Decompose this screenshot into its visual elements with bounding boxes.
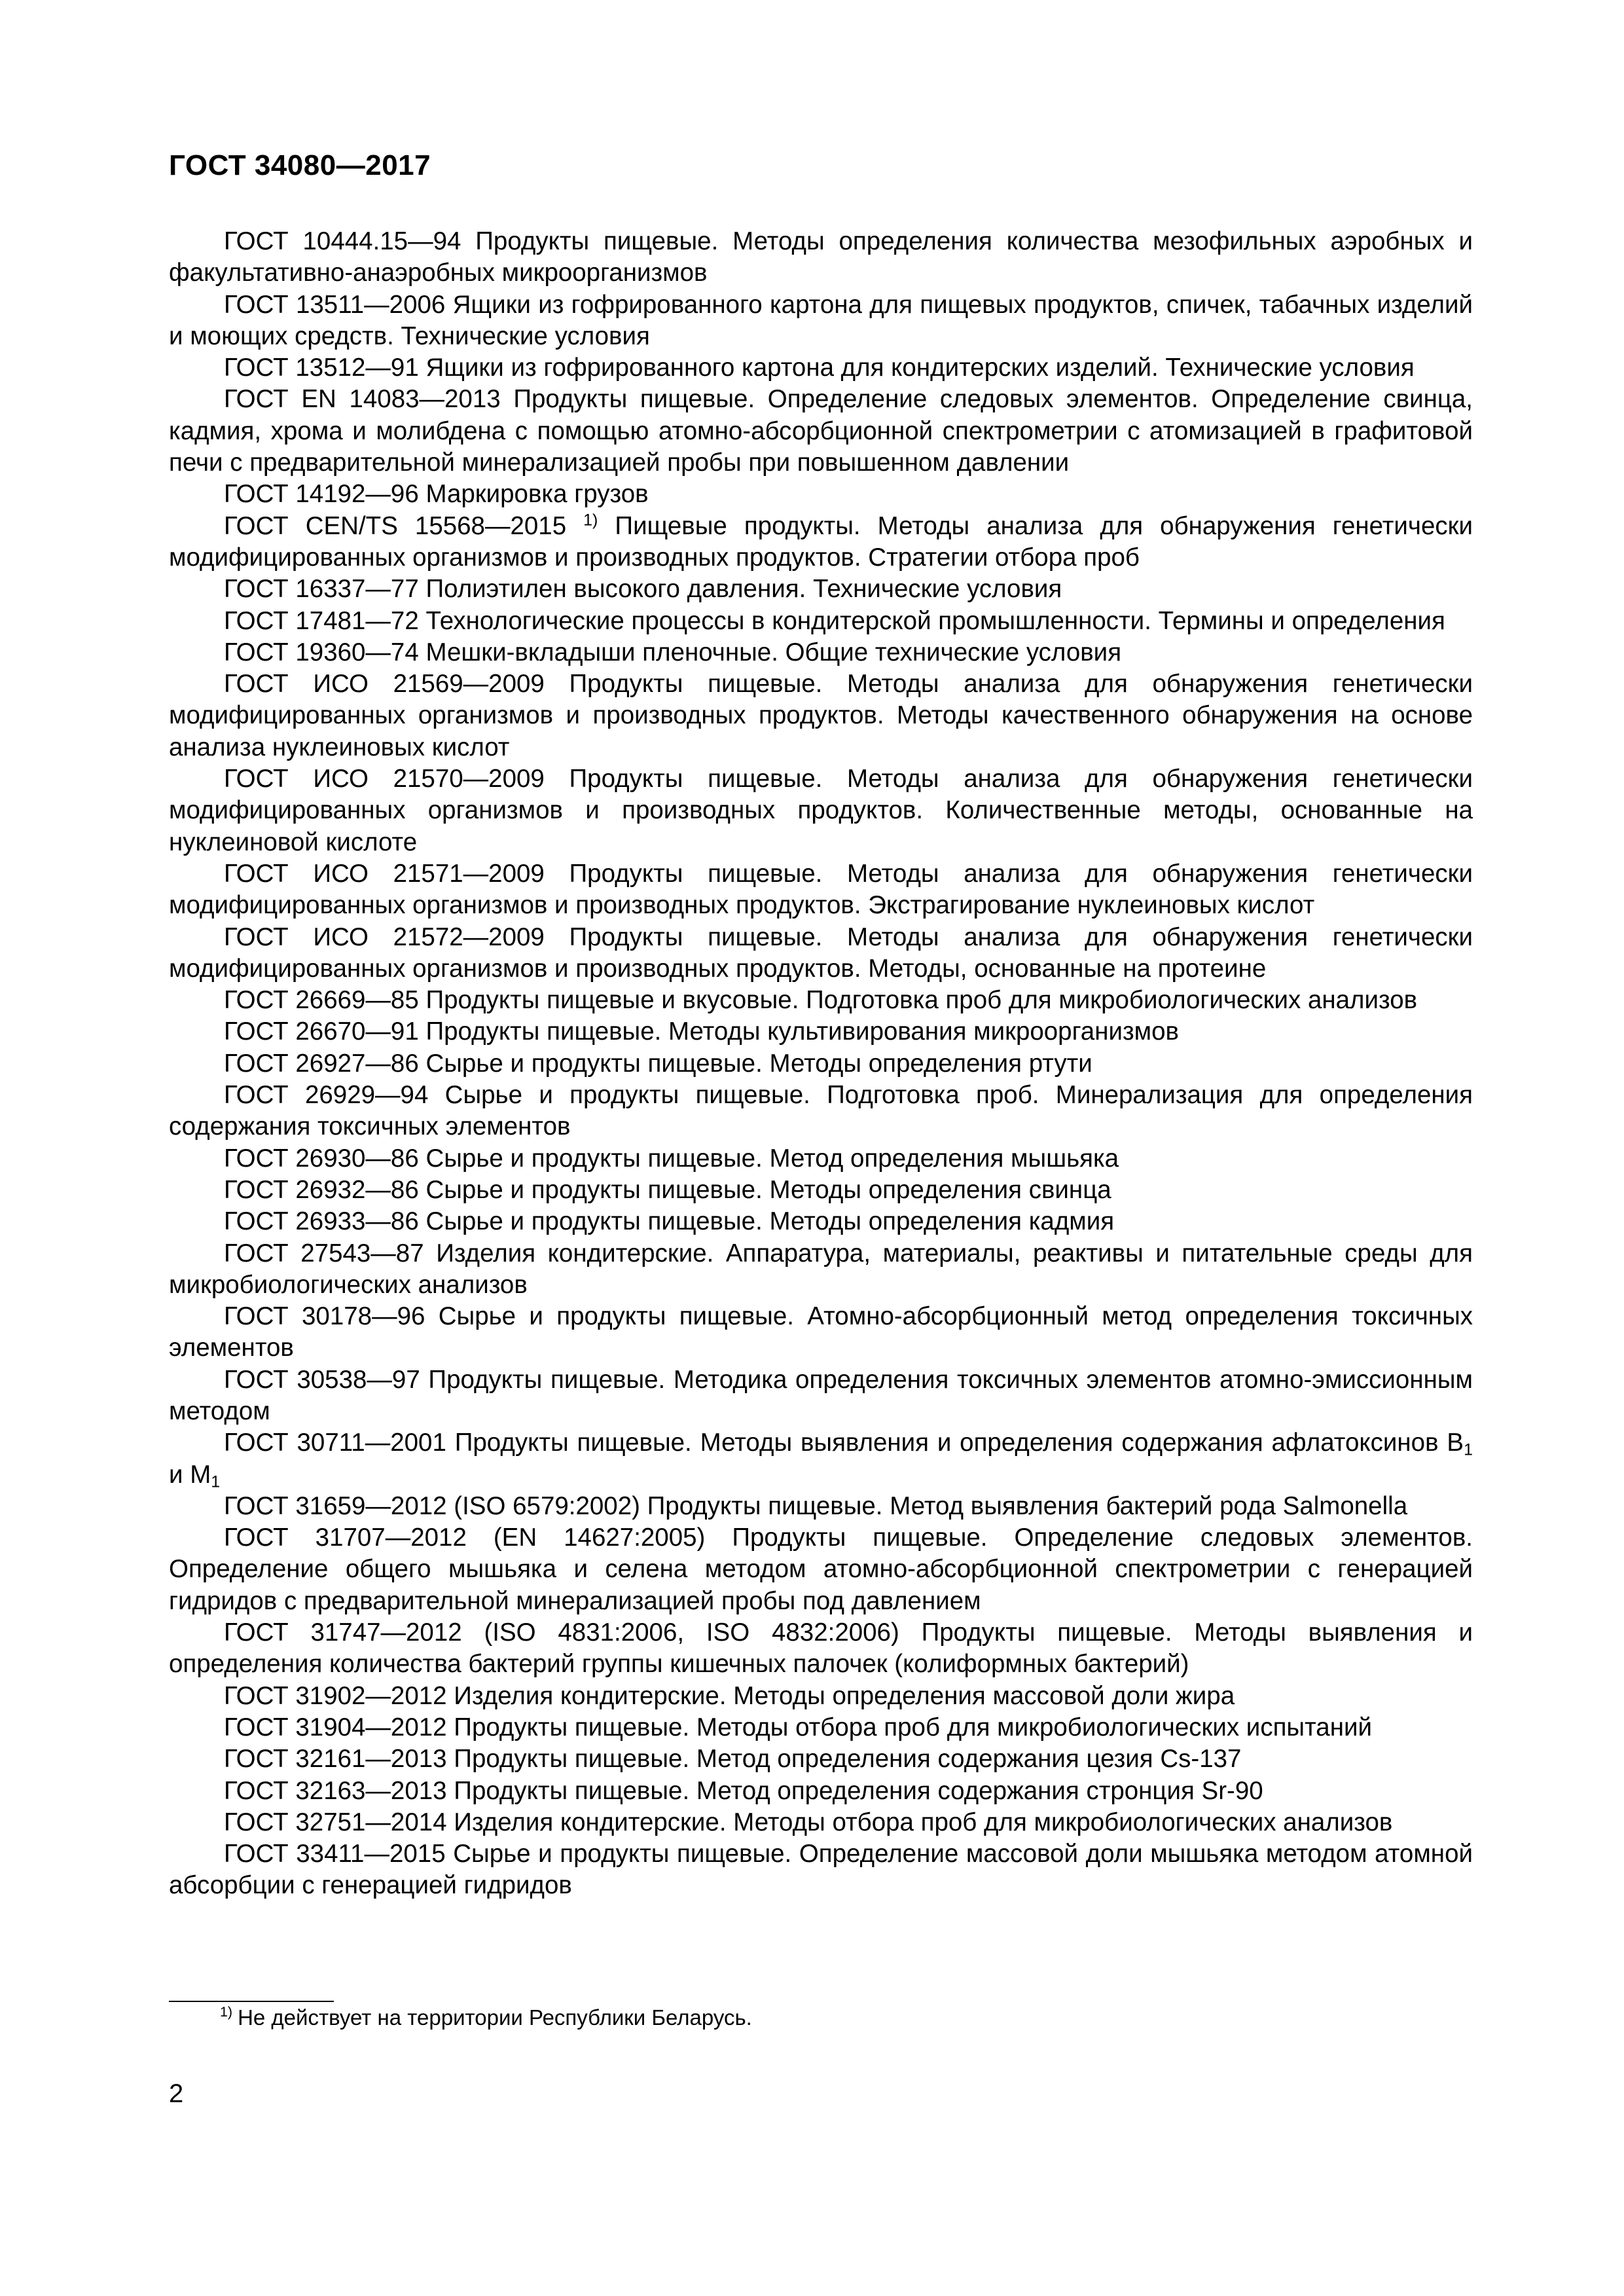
- page-header: ГОСТ 34080—2017: [169, 149, 431, 181]
- reference-item: ГОСТ 33411—2015 Сырье и продукты пищевые. Определение массовой доли мышьяка методом атомной абсорбции с генерацией гидридов: [169, 1840, 1473, 1900]
- footnote-text: Не действует на территории Республики Беларусь.: [238, 2005, 752, 2030]
- reference-text: и M: [169, 1460, 211, 1489]
- reference-item: ГОСТ 31747—2012 (ISO 4831:2006, ISO 4832:2006) Продукты пищевые. Методы выявления и определения количества бактерий группы кишечных палочек (колиформных бактерий): [169, 1618, 1473, 1679]
- reference-item: ГОСТ 26929—94 Сырье и продукты пищевые. Подготовка проб. Минерализация для определения содержания токсичных элементов: [169, 1081, 1473, 1141]
- reference-text: ГОСТ 30711—2001 Продукты пищевые. Методы выявления и определения содержания афлатоксинов B: [224, 1429, 1464, 1457]
- reference-item: ГОСТ 31707—2012 (EN 14627:2005) Продукты пищевые. Определение следовых элементов. Определение общего мышьяка и селена методом атомно-абсорбционной спектрометрии с генерацией гидридов с предварительной минерализацией пробы под давлением: [169, 1523, 1473, 1615]
- page-number: 2: [169, 2079, 184, 2108]
- reference-item: ГОСТ ИСО 21570—2009 Продукты пищевые. Методы анализа для обнаружения генетически модифицированных организмов и производных продуктов. Количественные методы, основанные на нуклеиновой кислоте: [169, 765, 1473, 856]
- reference-item: ГОСТ 14192—96 Маркировка грузов: [224, 480, 649, 509]
- reference-item: ГОСТ ИСО 21569—2009 Продукты пищевые. Методы анализа для обнаружения генетически модифицированных организмов и производных продуктов. Методы качественного обнаружения на основе анализа нуклеиновых кислот: [169, 670, 1473, 761]
- footnote-marker: 1): [583, 510, 598, 529]
- reference-item: ГОСТ 32751—2014 Изделия кондитерские. Методы отбора проб для микробиологических анализов: [224, 1808, 1393, 1836]
- reference-item: ГОСТ 26930—86 Сырье и продукты пищевые. Метод определения мышьяка: [224, 1144, 1119, 1173]
- reference-item: ГОСТ 32163—2013 Продукты пищевые. Метод определения содержания стронция Sr-90: [224, 1776, 1263, 1805]
- normative-references-list: [169, 226, 1473, 1902]
- footnote-divider: [169, 2001, 334, 2002]
- footnote-marker: 1): [220, 2004, 233, 2020]
- reference-item: ГОСТ EN 14083—2013 Продукты пищевые. Определение следовых элементов. Определение свинца, кадмия, хрома и молибдена с помощью атомно-абсорбционной спектрометрии с атомизацией в графитовой печи с предварительной минерализацией пробы при повышенном давлении: [169, 385, 1473, 477]
- reference-item: ГОСТ 26932—86 Сырье и продукты пищевые. Методы определения свинца: [224, 1175, 1111, 1204]
- subscript: 1: [1464, 1440, 1473, 1459]
- reference-item-with-subscripts: [169, 1427, 1473, 1491]
- reference-item: ГОСТ 31659—2012 (ISO 6579:2002) Продукты пищевые. Метод выявления бактерий рода Salmonella: [224, 1491, 1408, 1520]
- reference-item: ГОСТ 19360—74 Мешки-вкладыши пленочные. Общие технические условия: [224, 638, 1122, 666]
- reference-item: ГОСТ 16337—77 Полиэтилен высокого давления. Технические условия: [224, 575, 1062, 604]
- reference-item: ГОСТ 26927—86 Сырье и продукты пищевые. Методы определения ртути: [224, 1049, 1092, 1078]
- reference-item: ГОСТ 31902—2012 Изделия кондитерские. Методы определения массовой доли жира: [224, 1681, 1235, 1710]
- reference-item: ГОСТ 26670—91 Продукты пищевые. Методы культивирования микроорганизмов: [224, 1017, 1179, 1046]
- reference-item: ГОСТ 30538—97 Продукты пищевые. Методика определения токсичных элементов атомно-эмиссионным методом: [169, 1365, 1473, 1425]
- reference-item: ГОСТ 17481—72 Технологические процессы в кондитерской промышленности. Термины и определения: [224, 606, 1445, 635]
- reference-item: ГОСТ 31904—2012 Продукты пищевые. Методы отбора проб для микробиологических испытаний: [224, 1713, 1372, 1741]
- reference-item: ГОСТ 27543—87 Изделия кондитерские. Аппаратура, материалы, реактивы и питательные среды для микробиологических анализов: [169, 1239, 1473, 1299]
- reference-item: ГОСТ 13512—91 Ящики из гофрированного картона для кондитерских изделий. Технические условия: [224, 354, 1415, 382]
- reference-item: ГОСТ 10444.15—94 Продукты пищевые. Методы определения количества мезофильных аэробных и факультативно-анаэробных микроорганизмов: [169, 227, 1473, 287]
- subscript: 1: [211, 1472, 221, 1491]
- reference-item: ГОСТ ИСО 21571—2009 Продукты пищевые. Методы анализа для обнаружения генетически модифицированных организмов и производных продуктов. Экстрагирование нуклеиновых кислот: [169, 859, 1473, 920]
- reference-item: ГОСТ 26933—86 Сырье и продукты пищевые. Методы определения кадмия: [224, 1207, 1115, 1236]
- reference-item: ГОСТ 13511—2006 Ящики из гофрированного картона для пищевых продуктов, спичек, табачных изделий и моющих средств. Технические условия: [169, 290, 1473, 350]
- reference-text: Пищевые продукты. Методы анализа для обнаружения генетически модифицированных организмов и производных продуктов. Стратегии отбора проб: [169, 511, 1473, 572]
- reference-item: ГОСТ 32161—2013 Продукты пищевые. Метод определения содержания цезия Cs-137: [224, 1745, 1242, 1774]
- reference-item: ГОСТ 30178—96 Сырье и продукты пищевые. Атомно-абсорбционный метод определения токсичных элементов: [169, 1302, 1473, 1362]
- reference-item: ГОСТ ИСО 21572—2009 Продукты пищевые. Методы анализа для обнаружения генетически модифицированных организмов и производных продуктов. Методы, основанные на протеине: [169, 922, 1473, 983]
- reference-text: ГОСТ CEN/TS 15568—2015: [224, 511, 584, 540]
- footnote: [220, 2005, 752, 2031]
- reference-item-with-footnote: [169, 511, 1473, 574]
- reference-item: ГОСТ 26669—85 Продукты пищевые и вкусовые. Подготовка проб для микробиологических анализов: [224, 986, 1418, 1015]
